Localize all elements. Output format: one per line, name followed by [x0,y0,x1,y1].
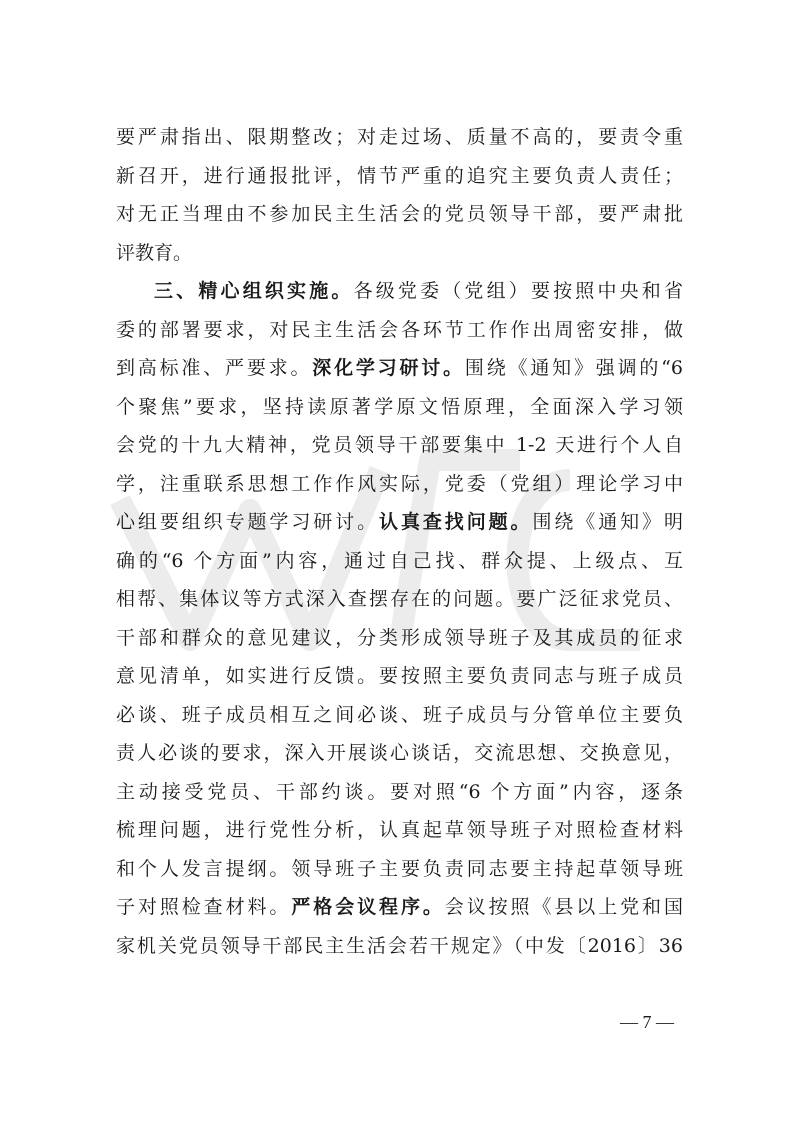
text-line [116,234,683,273]
text-segment: 家机关党员领导干部民主生活会若干规定》（中发〔2016〕36 [116,934,683,957]
text-line [116,773,683,812]
text-segment: 确的“6 个方面”内容，通过自己找、群众提、上级点、互 [116,549,683,572]
text-line [116,118,683,157]
text-segment: 到高标准、严要求。 [116,357,313,379]
text-segment: 相帮、集体议等方式深入查摆存在的问题。要广泛征求党员、 [116,588,683,610]
bold-heading: 三、精心组织实施。 [154,280,354,302]
text-line [116,311,683,350]
text-segment: 会议按照《县以上党和国 [444,896,683,918]
text-line [116,195,683,234]
text-line [116,542,683,581]
body-text [116,118,683,965]
text-segment: 新召开，进行通报批评，情节严重的追究主要负责人责任； [116,164,683,187]
text-segment: 和个人发言提纲。领导班子主要负责同志要主持起草领导班 [116,857,683,880]
text-line [116,888,683,927]
text-segment: 学，注重联系思想工作作风实际，党委（党组）理论学习中 [116,472,683,495]
text-segment: 心组要组织专题学习研讨。 [116,511,380,533]
text-segment: 评教育。 [116,241,193,264]
text-segment: 各级党委（党组）要按照中央和省 [353,280,683,302]
text-line [116,503,683,542]
text-line [116,850,683,889]
text-line [116,657,683,696]
bold-heading: 认真查找问题。 [379,511,533,533]
bold-heading: 严格会议程序。 [291,896,445,918]
text-segment: 子对照检查材料。 [116,896,292,918]
text-line [116,927,683,966]
page-number: — 7 — [620,1012,674,1032]
text-line [116,272,683,311]
text-line [116,388,683,427]
text-segment: 责人必谈的要求，深入开展谈心谈话，交流思想、交换意见， [116,742,683,764]
text-line [116,696,683,735]
text-segment: 主动接受党员、干部约谈。要对照“6 个方面”内容，逐条 [116,780,683,803]
text-segment: 会党的十九大精神，党员领导干部要集中 1-2 天进行个人自 [116,434,683,456]
bold-heading: 深化学习研讨。 [312,357,465,379]
text-segment: 必谈、班子成员相互之间必谈、班子成员与分管单位主要负 [116,703,683,726]
text-segment: 委的部署要求，对民主生活会各环节工作作出周密安排，做 [116,318,683,341]
text-line [116,157,683,196]
text-segment: 对无正当理由不参加民主生活会的党员领导干部，要严肃批 [116,203,683,225]
text-segment: 围绕《通知》明 [532,511,683,533]
text-segment: 围绕《通知》强调的“6 [464,357,683,379]
text-segment: 干部和群众的意见建议，分类形成领导班子及其成员的征求 [116,626,683,649]
text-line [116,619,683,658]
text-segment: 梳理问题，进行党性分析，认真起草领导班子对照检查材料 [116,819,683,841]
text-segment: 要严肃指出、限期整改；对走过场、质量不高的，要责令重 [116,126,683,148]
text-segment: 个聚焦”要求，坚持读原著学原文悟原理，全面深入学习领 [116,395,683,418]
text-line [116,811,683,850]
text-line [116,580,683,619]
text-line [116,465,683,504]
text-line [116,349,683,388]
text-line [116,734,683,773]
text-line [116,426,683,465]
text-segment: 意见清单，如实进行反馈。要按照主要负责同志与班子成员 [116,665,683,687]
